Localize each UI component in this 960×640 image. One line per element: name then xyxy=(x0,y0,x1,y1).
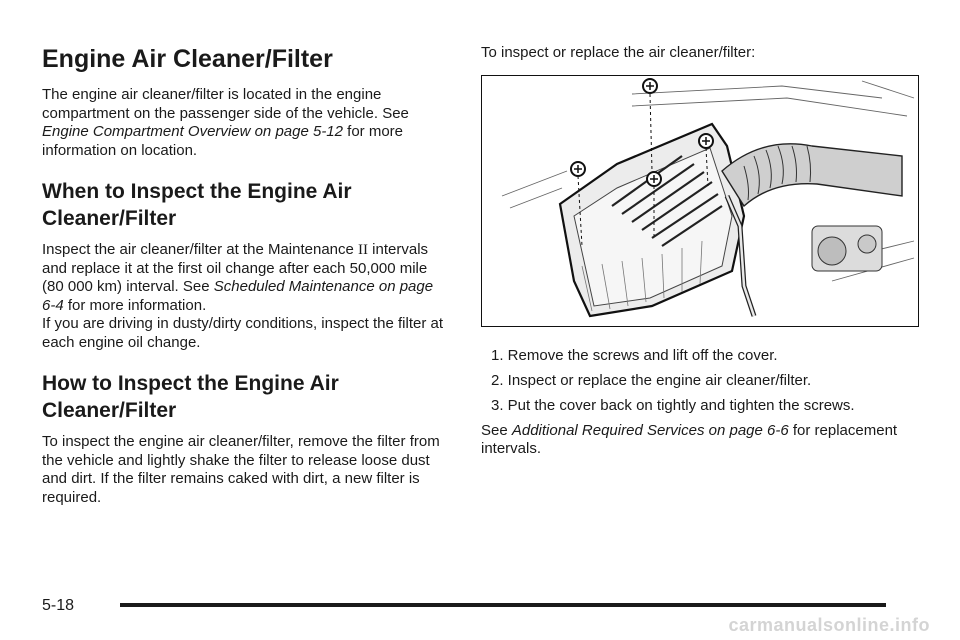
footer-rule xyxy=(120,603,886,607)
page-title: Engine Air Cleaner/Filter xyxy=(42,45,333,73)
cross-reference-link[interactable]: Additional Required Services on page 6-6 xyxy=(511,421,789,439)
section-heading-how: How to Inspect the Engine Air Cleaner/Filter xyxy=(42,372,339,422)
air-cleaner-drawing xyxy=(482,76,917,325)
procedure-steps xyxy=(481,347,921,415)
section-heading-when: When to Inspect the Engine Air Cleaner/Filter xyxy=(42,180,352,230)
watermark: carmanualsonline.info xyxy=(728,615,930,635)
dusty-conditions-paragraph: If you are driving in dusty/dirty conditions, inspect the filter at each engine oil change. xyxy=(42,315,444,351)
when-paragraph: Inspect the air cleaner/filter at the Maintenance II intervals and replace it at the first oil change after each 50,000 mile (80 000 km) interval. See Scheduled Maintenance on page 6-4 for more information. xyxy=(42,241,434,314)
page-number: 5-18 xyxy=(42,597,75,614)
step-item: 2. Inspect or replace the engine air cleaner/filter. xyxy=(491,371,812,389)
intro-paragraph: The engine air cleaner/filter is located in the engine compartment on the passenger side of the vehicle. See Engine Compartment Overview on page 5-12 for more information on location. xyxy=(42,86,409,159)
cross-reference-link[interactable]: Scheduled Maintenance on page 6-4 xyxy=(42,278,434,314)
cross-reference-link[interactable]: Engine Compartment Overview on page 5-12 xyxy=(42,123,343,140)
how-paragraph: To inspect the engine air cleaner/filter, remove the filter from the vehicle and lightly shake the filter to release loose dust and dirt. If the filter remains caked with dirt, a new filter is required. xyxy=(42,433,440,506)
procedure-lead: To inspect or replace the air cleaner/filter: xyxy=(481,44,756,61)
replacement-reference-paragraph: See Additional Required Services on page 6-6 for replacement intervals. xyxy=(481,421,898,457)
left-column xyxy=(42,44,448,507)
air-cleaner-illustration xyxy=(481,75,919,327)
step-item: 1. Remove the screws and lift off the cover. xyxy=(491,346,778,364)
maintenance-symbol: II xyxy=(358,242,369,258)
right-column xyxy=(481,44,921,459)
step-item: 3. Put the cover back on tightly and tighten the screws. xyxy=(491,396,855,414)
